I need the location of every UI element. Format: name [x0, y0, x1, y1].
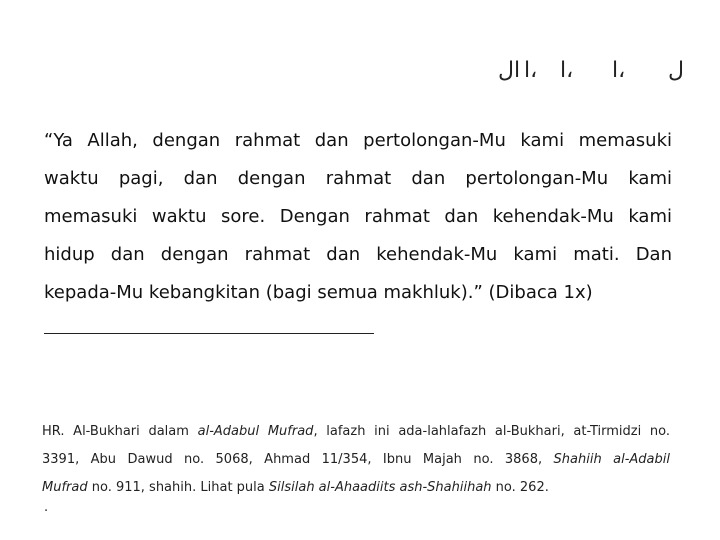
arabic-fragment: ال	[498, 58, 521, 83]
arabic-fragment: ا،	[612, 58, 626, 83]
footnote-text: HR. Al-Bukhari dalam	[42, 424, 198, 439]
footnote-book-title: al-Adabul Mufrad	[197, 424, 314, 439]
translation-line: memasuki waktu sore. Dengan rahmat dan kehendak-Mu kami	[44, 206, 672, 227]
footnote-line	[42, 418, 670, 446]
footnote-separator	[44, 333, 374, 334]
footnote-line	[42, 446, 670, 474]
footnote-book-title: Silsilah al-Ahaadiits ash-Shahiihah	[268, 480, 492, 495]
footnote-reference	[42, 418, 670, 502]
arabic-fragment: ا،	[560, 58, 574, 83]
footnote-line	[42, 474, 670, 502]
translation-line: hidup dan dengan rahmat dan kehendak-Mu kami mati. Dan	[44, 244, 672, 265]
footnote-book-title: Shahiih al-Adabil	[553, 452, 670, 467]
arabic-text-line	[40, 58, 684, 94]
footnote-text: no. 911, shahih. Lihat pula	[87, 480, 269, 495]
translation-line: “Ya Allah, dengan rahmat dan pertolongan-Mu kami memasuki	[44, 130, 672, 151]
translation-line: kepada-Mu kebangkitan (bagi semua makhluk).” (Dibaca 1x)	[44, 282, 593, 303]
trailing-mark: .	[44, 500, 49, 515]
footnote-book-title: Mufrad	[42, 480, 88, 495]
arabic-fragment: ل	[668, 58, 684, 83]
footnote-text: no. 262.	[491, 480, 549, 495]
translation-paragraph	[44, 122, 672, 312]
translation-line: waktu pagi, dan dengan rahmat dan pertolongan-Mu kami	[44, 168, 672, 189]
arabic-fragment: ا،	[524, 58, 538, 83]
footnote-text: , lafazh ini ada-lahlafazh al-Bukhari, at-Tirmidzi no.	[313, 424, 670, 439]
footnote-text: 3391, Abu Dawud no. 5068, Ahmad 11/354, Ibnu Majah no. 3868,	[42, 452, 554, 467]
